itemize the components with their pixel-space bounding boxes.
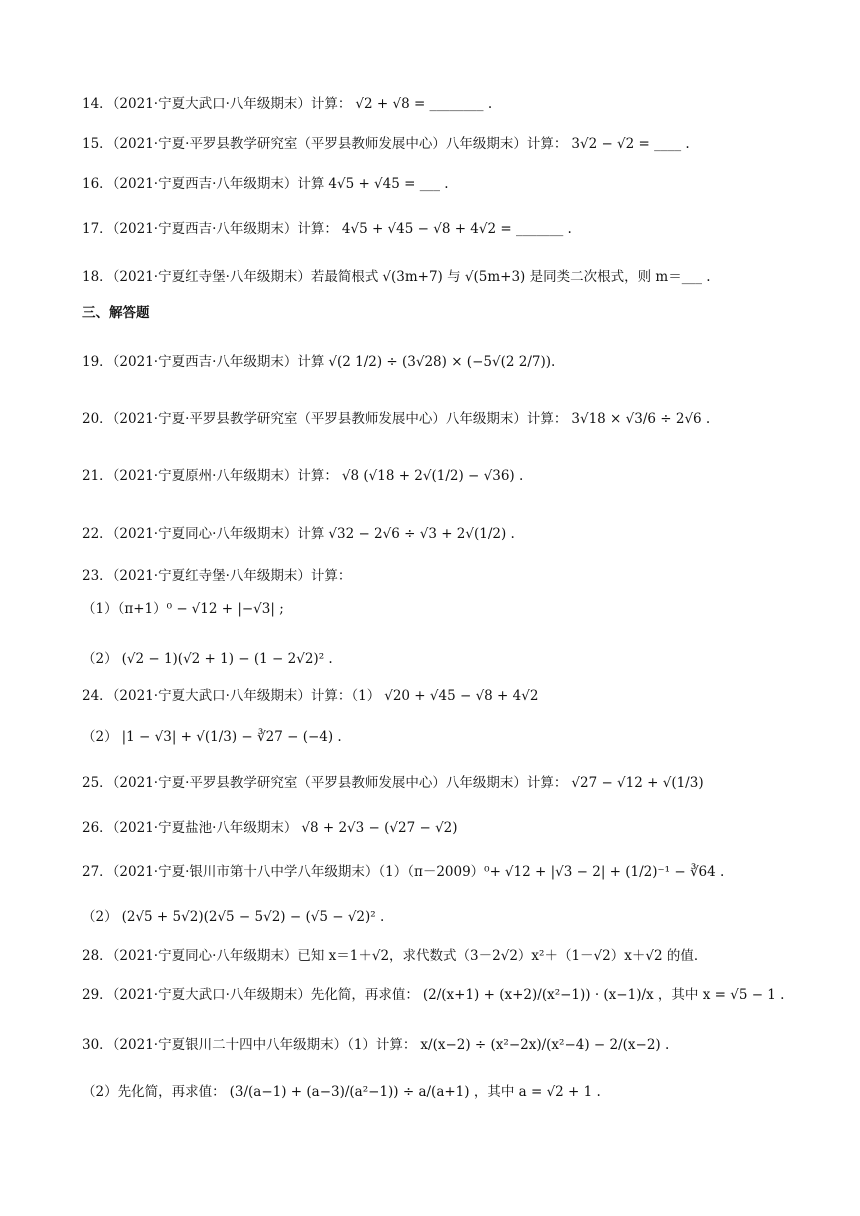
- problem-text: 14．（2021·宁夏大武口·八年级期末）计算：: [82, 96, 352, 112]
- problem-27: [82, 862, 724, 882]
- problem-21: [82, 466, 523, 486]
- problem-23: [82, 566, 351, 586]
- problem-math: √8 (√18 + 2√(1/2) − √36) .: [341, 468, 524, 484]
- problem-16: [82, 174, 449, 194]
- problem-18: [82, 267, 711, 287]
- problem-math: 4√5 + √45 − √8 + 4√2 = _______ .: [341, 221, 572, 237]
- section-heading: 三、解答题: [82, 305, 150, 321]
- problem-text: 15．（2021·宁夏·平罗县教学研究室（平罗县教师发展中心）八年级期末）计算：: [82, 136, 568, 152]
- problem-24: [82, 686, 538, 706]
- problem-22: [82, 524, 515, 544]
- problem-14: [82, 94, 492, 114]
- problem-29: [82, 985, 784, 1005]
- problem-text: （1）（π+1）⁰ −: [82, 601, 188, 617]
- problem-24-part-2: [82, 727, 342, 747]
- problem-23-part-2: [82, 649, 333, 669]
- problem-27-part-2: [82, 907, 384, 927]
- problem-text: 22．（2021·宁夏同心·八年级期末）计算: [82, 526, 325, 542]
- problem-math: √(3m+7) 与 √(5m+3) 是同类二次根式，则 m＝___ .: [382, 269, 711, 285]
- problem-math: x/(x−2) ÷ (x²−2x)/(x²−4) − 2/(x−2) .: [420, 1037, 670, 1053]
- problem-17: [82, 219, 572, 239]
- problem-text: 30．（2021·宁夏银川二十四中八年级期末）（1）计算：: [82, 1037, 417, 1053]
- problem-text: （2）: [82, 909, 118, 925]
- problem-19: [82, 352, 555, 372]
- problem-math: 3√2 − √2 = ____ .: [571, 136, 690, 152]
- problem-math: (2√5 + 5√2)(2√5 − 5√2) − (√5 − √2)² .: [121, 909, 385, 925]
- problem-math: √12 + |−√3| ;: [191, 601, 284, 617]
- problem-23-part-1: [82, 599, 284, 619]
- problem-math: √(2 1/2) ÷ (3√28) × (−5√(2 2/7)).: [328, 354, 556, 370]
- problem-26: [82, 818, 458, 838]
- problem-math: √12 + |√3 − 2| + (1/2)⁻¹ − ∛64 .: [504, 864, 725, 880]
- problem-text: 20．（2021·宁夏·平罗县教学研究室（平罗县教师发展中心）八年级期末）计算：: [82, 411, 568, 427]
- problem-math: √8 + 2√3 − (√27 − √2): [301, 820, 458, 836]
- problem-text: （2）: [82, 651, 118, 667]
- problem-20: [82, 409, 710, 429]
- problem-28: [82, 946, 707, 966]
- problem-30-part-2: [82, 1082, 601, 1102]
- problem-text: 19．（2021·宁夏西吉·八年级期末）计算: [82, 354, 325, 370]
- problem-math: √32 − 2√6 ÷ √3 + 2√(1/2) .: [328, 526, 515, 542]
- problem-math: 3√18 × √3/6 ÷ 2√6 .: [571, 411, 711, 427]
- problem-text: （2）: [82, 729, 118, 745]
- problem-text: 18．（2021·宁夏红寺堡·八年级期末）若最简根式: [82, 269, 379, 285]
- problem-math: √2 + √8 = ________ .: [355, 96, 493, 112]
- problem-math: (3/(a−1) + (a−3)/(a²−1)) ÷ a/(a+1) ，其中 a = √2 + 1 .: [229, 1084, 601, 1100]
- problem-text: 28．（2021·宁夏同心·八年级期末）已知 x＝1＋√2，求代数式（3－2√2）x²＋（1－√2）x＋√2 的值．: [82, 948, 708, 964]
- problem-math: (√2 − 1)(√2 + 1) − (1 − 2√2)² .: [121, 651, 333, 667]
- problem-text: （2）先化简，再求值：: [82, 1084, 226, 1100]
- problem-math: (2/(x+1) + (x+2)/(x²−1)) · (x−1)/x ，其中 x = √5 − 1 .: [422, 987, 785, 1003]
- problem-text: 26．（2021·宁夏盐池·八年级期末）: [82, 820, 298, 836]
- problem-15: [82, 134, 690, 154]
- problem-math: √27 − √12 + √(1/3): [571, 775, 704, 791]
- problem-text: 24．（2021·宁夏大武口·八年级期末）计算：（1）: [82, 688, 381, 704]
- problem-math: |1 − √3| + √(1/3) − ∛27 − (−4) .: [121, 729, 342, 745]
- problem-math: √20 + √45 − √8 + 4√2: [384, 688, 539, 704]
- problem-text: 29．（2021·宁夏大武口·八年级期末）先化简，再求值：: [82, 987, 419, 1003]
- problem-math: 4√5 + √45 = ___ .: [328, 176, 449, 192]
- problem-text: 23．（2021·宁夏红寺堡·八年级期末）计算：: [82, 568, 352, 584]
- problem-text: 27．（2021·宁夏·银川市第十八中学八年级期末）（1）（π－2009）⁰+: [82, 864, 501, 880]
- problem-text: 21．（2021·宁夏原州·八年级期末）计算：: [82, 468, 338, 484]
- problem-25: [82, 773, 704, 793]
- problem-text: 25．（2021·宁夏·平罗县教学研究室（平罗县教师发展中心）八年级期末）计算：: [82, 775, 568, 791]
- problem-text: 17．（2021·宁夏西吉·八年级期末）计算：: [82, 221, 338, 237]
- problem-30: [82, 1035, 669, 1055]
- problem-text: 16．（2021·宁夏西吉·八年级期末）计算: [82, 176, 325, 192]
